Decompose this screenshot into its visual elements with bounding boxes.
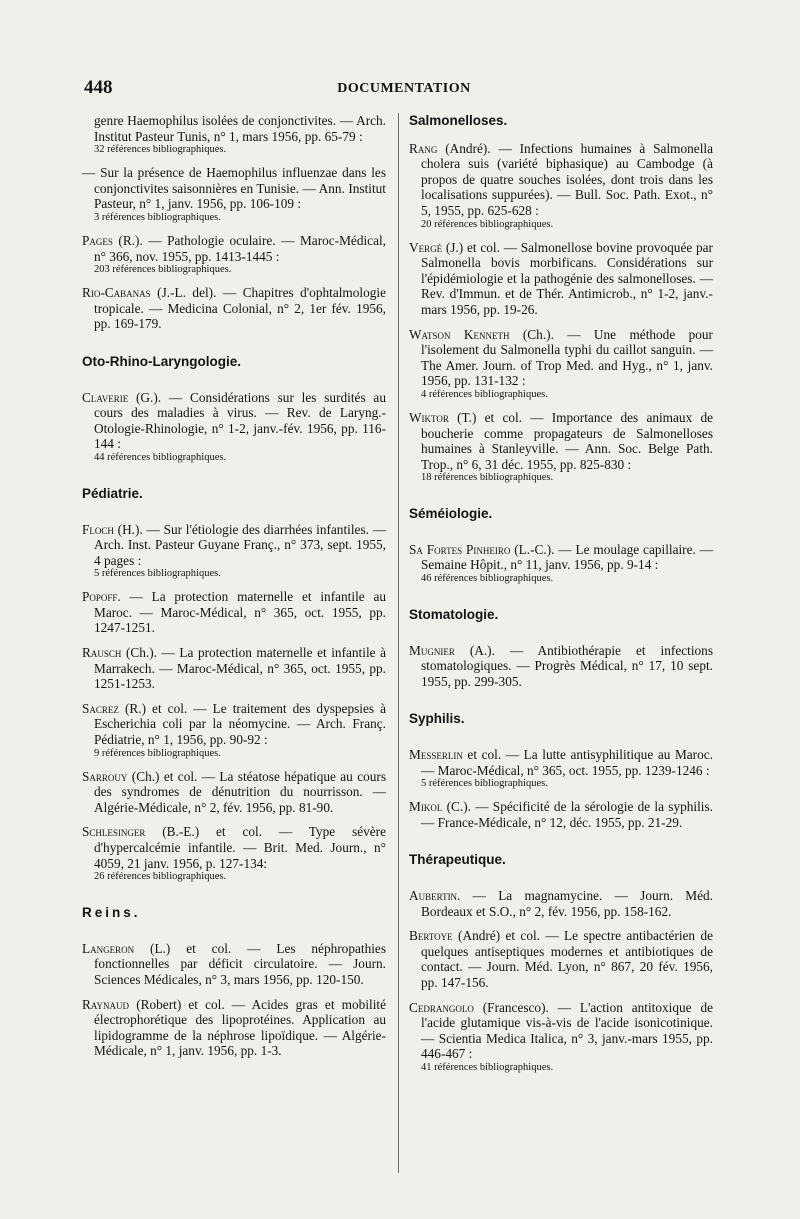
entry-author: Vergé [409,239,443,255]
section-heading: Syphilis. [409,711,465,727]
entry-author: Watson Kenneth [409,326,510,342]
entry-author: Sa Fortes Pinheiro [409,541,511,557]
entry-author: Langeron [82,940,135,956]
entry-references: 3 références bibliographiques. [94,211,221,223]
bibliography-entry [409,542,713,585]
bibliography-entry [409,747,713,790]
entry-references: 4 références bibliographiques. [421,388,548,400]
entry-citation: (C.). — Spécificité de la sérologie de la syphilis. — France-Médicale, n° 12, déc. 1955, pp. 21-29. [421,799,713,830]
bibliography-entry [409,327,713,401]
section-heading: Reins. [82,905,141,921]
entry-citation: (André) et col. — Le spectre antibactérien de quelques antiseptiques modernes et antibiotiques de contact. — Journ. Méd. Lyon, n° 867, 20 fév. 1956, pp. 147-156. [421,928,713,990]
entry-author: Bertoye [409,928,453,944]
entry-citation: — Pathologie oculaire. — Maroc-Médical, n° 366, nov. 1955, pp. 1413-1445 : [94,232,386,264]
entry-references: 5 références bibliographiques. [421,778,548,790]
bibliography-entry [82,522,386,581]
bibliography-entry [82,941,386,988]
section-heading: Séméiologie. [409,506,493,522]
entry-citation: (R.) et col. — Le traitement des dyspepsies à Escherichia coli par la néomycine. — Arch. Franç. Pédiatrie, n° 1, 1956, pp. 90-92 : [94,700,386,748]
bibliography-entry [82,997,386,1059]
entry-references: 5 références bibliographiques. [94,568,221,580]
entry-author: Rausch [82,645,122,661]
entry-author: Raynaud [82,996,130,1012]
entry-citation: (Ch.). — Une méthode pour l'isolement du Salmonella typhi du caillot sanguin. — The Amer. Journ. of Trop Med. and Hyg., n° 1, janv. 1956, pp. 131-132 : [421,326,713,389]
column-divider [398,113,399,1173]
entry-author: Mikol [409,799,443,815]
running-title: DOCUMENTATION [337,81,471,96]
entry-citation: (Robert) et col. — Acides gras et mobilité électrophorétique des lipoprotéines. Application au lipidogramme de la néphrose lipoïdique. — Algérie-Médicale, n° 1, janv. 1956, pp. 1-3. [94,996,386,1059]
bibliography-entry [409,928,713,990]
bibliography-entry [82,165,386,224]
entry-author: Mugnier [409,642,455,658]
entry-references: 18 références bibliographiques. [421,472,554,484]
entry-citation: (L.-C.). — Le moulage capillaire. — Semaine Hôpit., n° 11, janv. 1956, pp. 9-14 : [421,541,713,573]
entry-author: Rio-Cabanas [82,285,151,301]
section-heading: Stomatologie. [409,607,499,623]
left-column [82,113,386,1068]
bibliography-entry [82,701,386,760]
entry-citation: (André). — Infections humaines à Salmonella cholera suis (variété biphasique) au Cambodge (à propos de quatre souches isolées, dont trois dans les localisations suppurées). — Bull. Soc. Path. Exot., n° 5, 1955, pp. 625-628 : [421,140,713,218]
entry-citation: — Considérations sur les surdités au cours des maladies à virus. — Rev. de Laryng.-Otologie-Rhinologie, n° 1-2, janv.-fév. 1956, pp. 116-144 : [94,389,386,452]
entry-citation: (Francesco). — L'action antitoxique de l'acide glutamique vis-à-vis de l'acide isonicotinique. — Scientia Medica Italica, n° 3, janv.-mars 1955, pp. 446-467 : [421,999,713,1062]
entry-citation: — Sur l'étiologie des diarrhées infantiles. — Arch. Inst. Pasteur Guyane Franç., n° 373, sept. 1955, 4 pages : [94,521,386,568]
entry-author: Pages (R.). [82,232,143,248]
entry-citation: (B.-E.) et col. — Type sévère d'hypercalcémie infantile. — Brit. Med. Journ., n° 4059, 21 janv. 1956, p. 127-134: [94,824,386,871]
entry-references: 20 références bibliographiques. [421,218,554,230]
entry-references: 9 références bibliographiques. [94,747,221,759]
section-heading: Oto-Rhino-Laryngologie. [82,353,241,369]
page-header [84,77,724,103]
section-heading: Salmonelloses. [409,113,508,128]
entry-author: Schlesinger [82,824,146,840]
entry-citation: (J.) et col. — Salmonellose bovine provoquée par Salmonella bovis morbificans. Considérations sur l'épidémiologie et la pathogénie des salmonelloses. — Rev. d'Immun. et de Thér. Antimicrob., n° 1-2, janv.-mars 1956, pp. 19-26. [421,239,713,317]
bibliography-entry [82,390,386,464]
bibliography-entry [82,285,386,332]
entry-citation: et col. — La lutte antisyphilitique au Maroc. — Maroc-Médical, n° 365, oct. 1955, pp. 1239-1246 : [421,747,713,778]
entry-author: Popoff. [82,589,121,605]
entry-references: 44 références bibliographiques. [94,451,227,463]
bibliography-entry [82,589,386,636]
entry-references: 26 références bibliographiques. [94,871,227,883]
entry-citation: — Sur la présence de Haemophilus influenzae dans les conjonctivites saisonnières en Tunisie. — Ann. Institut Pasteur, n° 1, janv. 1956, pp. 106-109 : [82,165,386,212]
section-heading: Pédiatrie. [82,485,143,501]
entry-citation: — La magnamycine. — Journ. Méd. Bordeaux et S.O., n° 2, fév. 1956, pp. 158-162. [421,888,713,919]
entry-references: 32 références bibliographiques. [94,144,227,156]
entry-citation: (T.) et col. — Importance des animaux de boucherie comme propagateurs de Salmonelloses humaines à Stanleyville. — Ann. Soc. Belge Path. Trop., n° 6, 31 déc. 1955, pp. 825-830 : [421,409,713,472]
bibliography-entry [409,410,713,484]
bibliography-entry [82,645,386,692]
entry-references: 46 références bibliographiques. [421,573,554,585]
bibliography-entry [409,1000,713,1074]
entry-author: Aubertin. [409,888,461,903]
bibliography-entry [409,799,713,830]
entry-citation: genre Haemophilus isolées de conjonctivites. — Arch. Institut Pasteur Tunis, n° 1, mars 1956, pp. 65-79 : [94,113,386,144]
entry-citation: (Ch.) et col. — La stéatose hépatique au cours des syndromes de dénutrition du nourrisson. — Algérie-Médicale, n° 2, fév. 1956, pp. 81-90. [94,768,386,815]
entry-citation: (A.). — Antibiothérapie et infections stomatologiques. — Progrès Médical, n° 17, 10 sept. 1955, pp. 299-305. [421,642,713,689]
entry-author: Sacrez [82,700,119,716]
right-column [409,113,713,1083]
bibliography-entry [409,643,713,690]
bibliography-entry [409,888,713,919]
bibliography-entry [82,113,386,156]
entry-citation: (J.-L. del). — Chapitres d'ophtalmologie tropicale. — Medicina Colonial, n° 2, 1er fév. 1956, pp. 169-179. [94,285,386,332]
bibliography-entry [409,240,713,318]
bibliography-entry [82,824,386,883]
entry-author: Sarrouy [82,768,128,784]
entry-author: Floch (H.). [82,521,143,537]
entry-citation: — La protection maternelle et infantile au Maroc. — Maroc-Médical, n° 365, oct. 1955, pp. 1247-1251. [94,589,386,636]
bibliography-entry [409,141,713,231]
entry-citation: (L.) et col. — Les néphropathies fonctionnelles par déficit circulatoire. — Journ. Sciences Médicales, n° 3, mars 1956, pp. 120-150. [94,940,386,987]
entry-author: Wiktor [409,409,449,425]
entry-citation: (Ch.). — La protection maternelle et infantile à Marrakech. — Maroc-Médical, n° 365, oct. 1955, pp. 1251-1253. [94,645,386,692]
page-number: 448 [84,77,113,98]
section-heading: Thérapeutique. [409,852,506,868]
entry-references: 203 références bibliographiques. [94,264,232,276]
bibliography-entry [82,769,386,816]
entry-author: Cedrangolo [409,999,474,1015]
bibliography-entry [82,233,386,276]
entry-author: Messerlin [409,747,463,763]
entry-author: Rang [409,140,438,156]
entry-references: 41 références bibliographiques. [421,1061,554,1073]
entry-author: Claverie (G.). [82,389,162,405]
